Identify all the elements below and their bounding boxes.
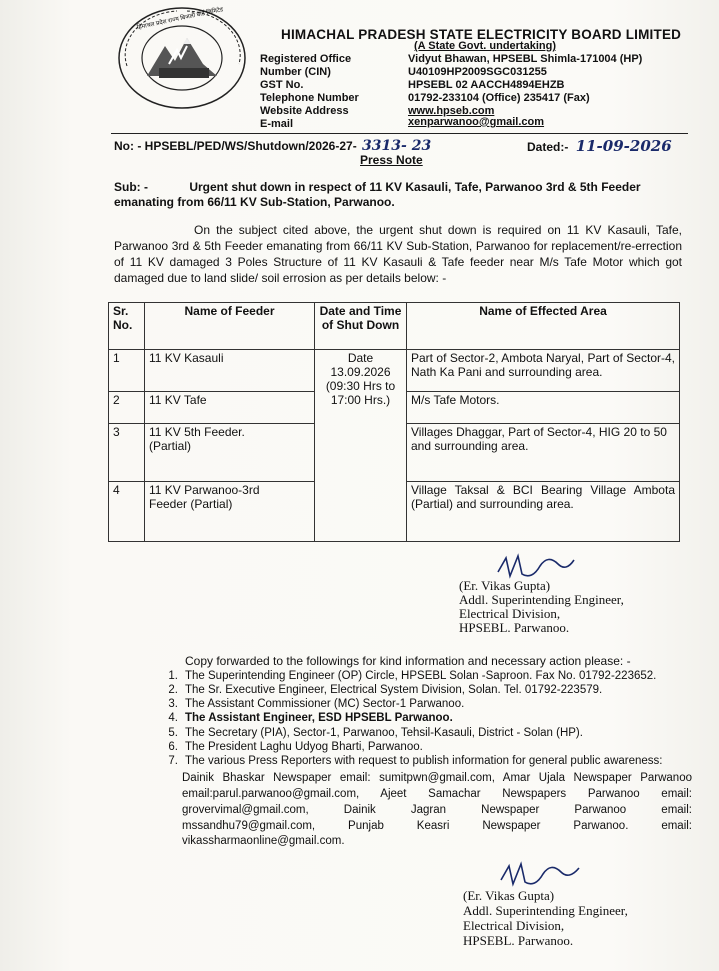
- shutdown-table: [108, 302, 680, 542]
- copy-item-5: The Secretary (PIA), Sector-1, Parwanoo, Tehsil-Kasauli, District - Solan (HP).: [185, 727, 583, 739]
- press-line-2: email:parul.parwanoo@gmail.com, Ajeet Samachar Newspapers Parwanoo email:: [182, 788, 692, 800]
- list-number: 1.: [168, 670, 178, 682]
- body-paragraph: [114, 222, 682, 286]
- reference-number: [114, 138, 431, 154]
- signatory-place: HPSEBL. Parwanoo.: [463, 933, 574, 948]
- list-number: 2.: [168, 684, 178, 696]
- organization-subtitle: (A State Govt. undertaking): [414, 40, 556, 52]
- ref-number-handwritten: 3313- 23: [362, 138, 432, 154]
- press-line-4: mssandhu79@gmail.com, Punjab Keasri Newspaper Parwanoo. email:: [182, 820, 692, 832]
- info-value-cin: U40109HP2009SGC031255: [408, 66, 547, 78]
- website-link[interactable]: www.hpseb.com: [408, 105, 495, 117]
- info-value-office: Vidyut Bhawan, HPSEBL Shimla-171004 (HP): [408, 53, 643, 65]
- cell-area: Villages Dhaggar, Part of Sector-4, HIG 20 to 50 and surrounding area.: [407, 424, 680, 482]
- table-header-row: [109, 303, 680, 350]
- copy-item-2: The Sr. Executive Engineer, Electrical System Division, Solan. Tel. 01792-223579.: [185, 684, 603, 696]
- cell-date-time: Date 13.09.2026 (09:30 Hrs to 17:00 Hrs.): [315, 350, 407, 542]
- press-line-5: vikassharmaonline@gmail.com.: [182, 835, 345, 847]
- table-row: [109, 350, 680, 392]
- cell-feeder: 11 KV Parwanoo-3rd Feeder (Partial): [145, 482, 315, 542]
- header-date-time: Date and Time of Shut Down: [315, 303, 407, 350]
- press-note-heading: Press Note: [360, 153, 423, 167]
- header-divider: [111, 133, 688, 134]
- copy-item-1: The Superintending Engineer (OP) Circle, HPSEBL Solan -Saproon. Fax No. 01792-223652.: [185, 670, 657, 682]
- list-number: 7.: [168, 755, 178, 767]
- dated-handwritten: 11-09-2026: [575, 137, 672, 155]
- date-field: [527, 137, 672, 155]
- cell-sr: 2: [109, 392, 145, 424]
- list-number: 3.: [168, 698, 178, 710]
- body-text: On the subject cited above, the urgent shut down is required on 11 KV Kasauli, Tafe, Parwanoo 3rd & 5th Feeder emanating from 66/11 KV Sub-Station, Parwanoo for replacement/re-errection of 11 KV damaged 3 Poles Structure of 11 KV Kasauli & Tafe feeder near M/s Tafe Motor which got damaged due to land slide/ soil errosion as per details below: -: [114, 223, 682, 285]
- signature-block-2: [463, 888, 628, 948]
- cell-area: Part of Sector-2, Ambota Naryal, Part of Sector-4, Nath Ka Pani and surrounding area.: [407, 350, 680, 392]
- organization-title: HIMACHAL PRADESH STATE ELECTRICITY BOARD LIMITED: [281, 27, 682, 42]
- press-line-3: grovervimal@gmail.com, Dainik Jagran Newspaper Parwanoo email:: [182, 804, 692, 816]
- logo-text: हिमाचल प्रदेश राज्य बिजली बोर्ड लिमिटेड: [136, 7, 224, 32]
- cell-area: Village Taksal & BCI Bearing Village Ambota (Partial) and surrounding area.: [407, 482, 680, 542]
- info-value-gst: HPSEBL 02 AACCH4894EHZB: [408, 79, 565, 91]
- info-value-phone: 01792-233104 (Office) 235417 (Fax): [408, 92, 590, 104]
- subject: [114, 180, 684, 210]
- header-feeder: Name of Feeder: [145, 303, 315, 350]
- cell-feeder: 11 KV Tafe: [145, 392, 315, 424]
- info-label-email: E-mail: [260, 118, 294, 130]
- subject-label: Sub: -: [114, 180, 148, 194]
- signatory-place: HPSEBL. Parwanoo.: [459, 620, 570, 635]
- info-label-cin: Number (CIN): [260, 66, 331, 78]
- cell-sr: 3: [109, 424, 145, 482]
- list-number: 4.: [168, 712, 178, 724]
- info-label-office: Registered Office: [260, 53, 352, 65]
- copy-forward-heading: Copy forwarded to the followings for kind information and necessary action please: -: [185, 654, 631, 668]
- info-label-website: Website Address: [260, 105, 349, 117]
- cell-area: M/s Tafe Motors.: [407, 392, 680, 424]
- cell-sr: 1: [109, 350, 145, 392]
- copy-item-3: The Assistant Commissioner (MC) Sector-1 Parwanoo.: [185, 698, 465, 710]
- signatory-name: (Er. Vikas Gupta): [459, 578, 551, 593]
- subject-text: Urgent shut down in respect of 11 KV Kasauli, Tafe, Parwanoo 3rd & 5th Feeder emanating from 66/11 KV Sub-Station, Parwanoo.: [114, 180, 641, 209]
- signature-block-1: [459, 579, 624, 635]
- copy-item-7: The various Press Reporters with request to publish information for general public awareness:: [185, 755, 663, 767]
- signatory-designation: Addl. Superintending Engineer,: [459, 592, 624, 607]
- header-sr-no: Sr. No.: [109, 303, 145, 350]
- list-number: 5.: [168, 727, 178, 739]
- cell-feeder: 11 KV Kasauli: [145, 350, 315, 392]
- info-label-phone: Telephone Number: [260, 92, 359, 104]
- copy-item-4: The Assistant Engineer, ESD HPSEBL Parwanoo.: [185, 712, 453, 724]
- cell-feeder: 11 KV 5th Feeder. (Partial): [145, 424, 315, 482]
- ref-number-prefix: No: - HPSEBL/PED/WS/Shutdown/2026-27-: [114, 139, 357, 153]
- header-area: Name of Effected Area: [407, 303, 680, 350]
- cell-sr: 4: [109, 482, 145, 542]
- signatory-division: Electrical Division,: [459, 606, 561, 621]
- email-link[interactable]: xenparwanoo@gmail.com: [408, 116, 545, 128]
- signatory-name: (Er. Vikas Gupta): [463, 888, 555, 903]
- info-label-gst: GST No.: [260, 79, 304, 91]
- press-line-1: Dainik Bhaskar Newspaper email: sumitpwn@gmail.com, Amar Ujala Newspaper Parwanoo: [182, 772, 692, 784]
- copy-item-6: The President Laghu Udyog Bharti, Parwanoo.: [185, 741, 423, 753]
- signatory-division: Electrical Division,: [463, 918, 565, 933]
- dated-label: Dated:-: [527, 140, 569, 154]
- list-number: 6.: [168, 741, 178, 753]
- signatory-designation: Addl. Superintending Engineer,: [463, 903, 628, 918]
